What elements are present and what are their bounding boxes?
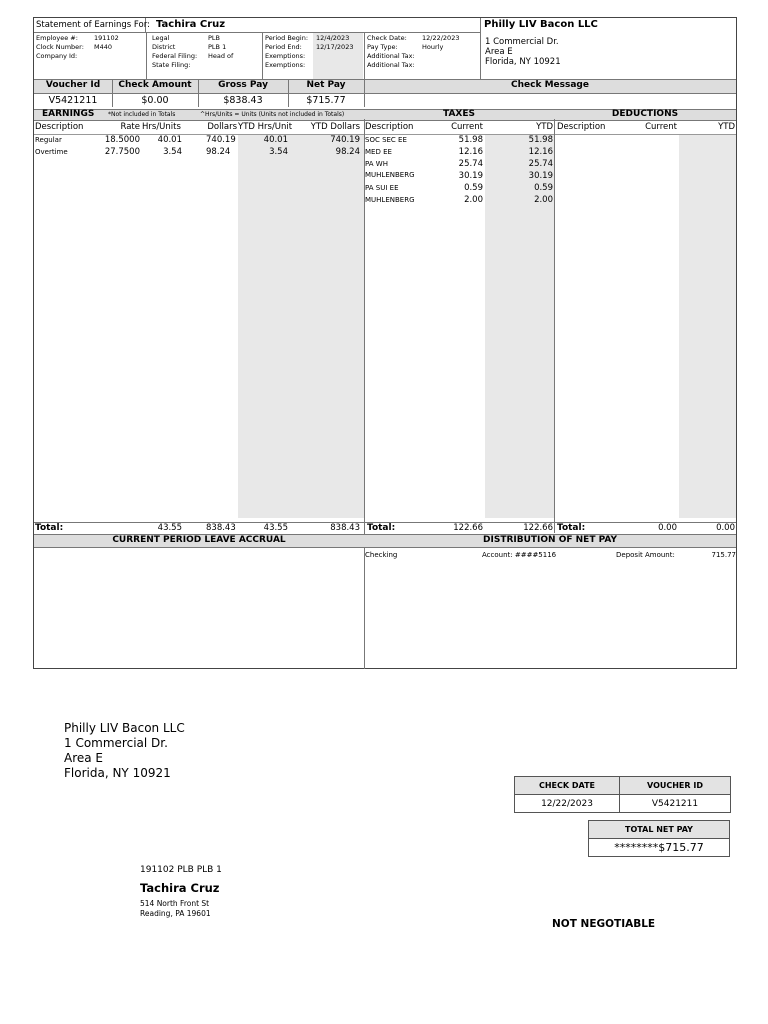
gross-pay-label: Gross Pay — [218, 80, 268, 90]
period-values: 12/4/2023 12/17/2023 — [316, 34, 354, 51]
deductions-total-current: 0.00 — [658, 523, 677, 533]
employee-field: Employee #: Clock Number: Company Id: — [36, 34, 84, 60]
taxes-col-current: Current — [451, 122, 483, 132]
employee-name: Tachira Cruz — [156, 19, 226, 30]
earnings-col-ytd-hrs: YTD Hrs/Unit — [238, 122, 293, 132]
deductions-total-ytd: 0.00 — [716, 523, 735, 533]
net-pay-value: $715.77 — [306, 95, 346, 106]
tax-description: MUHLENBERG — [365, 196, 415, 204]
tax-ytd: 25.74 — [528, 159, 553, 169]
distribution-deposit-amount: 715.77 — [711, 551, 736, 559]
earnings-row-overtime: Overtime — [35, 148, 68, 156]
earnings-rate: 18.5000 — [104, 135, 140, 145]
taxes-col-description: Description — [365, 122, 414, 132]
company-addr-line2: Area E — [485, 47, 513, 57]
tax-ytd: 51.98 — [528, 135, 553, 145]
payee-addr-line2: Reading, PA 19601 — [140, 909, 211, 918]
taxes-col-ytd: YTD — [536, 122, 553, 132]
voucher-id-value: V5421211 — [620, 795, 731, 813]
payee-addr-line1: 514 North Front St — [140, 899, 210, 908]
taxes-total-label: Total: — [367, 523, 396, 533]
voucher-id-label: VOUCHER ID — [620, 777, 731, 795]
check-amount-value: $0.00 — [141, 95, 169, 106]
total-net-pay-value: ********$715.77 — [589, 839, 730, 857]
check-addr-line2: Area E — [64, 751, 104, 765]
earnings-title: EARNINGS — [42, 109, 95, 119]
earnings-total-hrs: 43.55 — [157, 523, 182, 533]
company-address — [485, 37, 561, 67]
leave-accrual-title: CURRENT PERIOD LEAVE ACCRUAL — [112, 535, 286, 545]
distribution-account: Account: ####5116 — [482, 551, 557, 559]
earnings-dollars: 740.19 — [206, 135, 236, 145]
legal-values: PLB PLB 1 Head of — [208, 34, 234, 60]
tax-current: 0.59 — [464, 183, 483, 193]
earnings-col-description: Description — [35, 122, 84, 132]
period-labels: Period Begin: Period End: Exemptions: Exemptions: — [265, 34, 309, 69]
deductions-total-label: Total: — [557, 523, 586, 533]
check-company-address — [64, 721, 185, 781]
earnings-total-label: Total: — [35, 523, 64, 533]
earnings-col-ytd-dollars: YTD Dollars — [310, 122, 360, 132]
earnings-hrs: 3.54 — [163, 147, 182, 157]
statement-label: Statement of Earnings For: — [36, 20, 150, 30]
legal-labels: Legal District Federal Filing: State Filing: — [152, 34, 198, 69]
tax-current: 51.98 — [458, 135, 483, 145]
voucher-id-value: V5421211 — [48, 95, 98, 106]
earnings-ytd-dollars: 98.24 — [335, 147, 360, 157]
taxes-total-ytd: 122.66 — [523, 523, 553, 533]
tax-description: MUHLENBERG — [365, 171, 415, 179]
tax-description: PA WH — [365, 160, 388, 168]
company-addr-line1: 1 Commercial Dr. — [485, 37, 559, 47]
gross-pay-value: $838.43 — [223, 95, 263, 106]
earnings-dollars: 98.24 — [206, 147, 231, 157]
check-addr-line3: Florida, NY 10921 — [64, 766, 171, 780]
distribution-title: DISTRIBUTION OF NET PAY — [483, 535, 617, 545]
distribution-type: Checking — [365, 551, 398, 559]
check-addr-line1: 1 Commercial Dr. — [64, 736, 168, 750]
earnings-note2: ^Hrs/Units = Units (Units not included in Totals) — [200, 111, 345, 118]
tax-description: PA SUI EE — [365, 184, 399, 192]
deductions-col-current: Current — [645, 122, 677, 132]
employee-values: 191102 M440 — [94, 34, 119, 51]
tax-ytd: 12.16 — [528, 147, 553, 157]
payee-name: Tachira Cruz — [140, 881, 220, 895]
earnings-total-ytd-dollars: 838.43 — [330, 523, 360, 533]
deductions-title: DEDUCTIONS — [611, 109, 679, 119]
tax-current: 2.00 — [464, 195, 483, 205]
voucher-id-label: Voucher Id — [45, 80, 101, 90]
total-net-pay-box — [588, 820, 730, 857]
earnings-statement — [33, 17, 737, 669]
check-message-label: Check Message — [511, 80, 589, 90]
payee-address — [140, 899, 211, 919]
earnings-ytd-hrs: 40.01 — [263, 135, 288, 145]
check-amount-label: Check Amount — [118, 80, 192, 90]
check-date-voucher-box — [514, 776, 731, 813]
earnings-hrs: 40.01 — [157, 135, 182, 145]
payee-code: 191102 PLB PLB 1 — [140, 865, 222, 875]
not-negotiable: NOT NEGOTIABLE — [552, 918, 656, 930]
check-date-value: 12/22/2023 — [515, 795, 620, 813]
check-company-name: Philly LIV Bacon LLC — [64, 721, 185, 735]
tax-current: 25.74 — [458, 159, 483, 169]
earnings-rate: 27.7500 — [104, 147, 140, 157]
deductions-col-description: Description — [557, 122, 606, 132]
earnings-ytd-hrs: 3.54 — [269, 147, 288, 157]
taxes-total-current: 122.66 — [453, 523, 483, 533]
taxes-title: TAXES — [443, 109, 475, 119]
check-labels: Check Date: Pay Type: Additional Tax: Additional Tax: — [367, 34, 415, 69]
net-pay-label: Net Pay — [306, 80, 346, 90]
check-values: 12/22/2023 Hourly — [422, 34, 460, 51]
company-addr-line3: Florida, NY 10921 — [485, 57, 561, 67]
tax-ytd: 0.59 — [534, 183, 553, 193]
tax-current: 12.16 — [458, 147, 483, 157]
distribution-deposit-label: Deposit Amount: — [616, 551, 675, 559]
earnings-col-hrs: Hrs/Units — [142, 122, 181, 132]
earnings-note1: *Not included in Totals — [108, 111, 176, 118]
check-date-label: CHECK DATE — [515, 777, 620, 795]
earnings-total-ytd-hrs: 43.55 — [263, 523, 288, 533]
earnings-row-regular: Regular — [35, 136, 62, 144]
earnings-col-rate: Rate — [120, 122, 140, 132]
earnings-ytd-dollars: 740.19 — [330, 135, 360, 145]
tax-ytd: 2.00 — [534, 195, 553, 205]
deductions-col-ytd: YTD — [718, 122, 735, 132]
tax-description: MED EE — [365, 148, 392, 156]
total-net-pay-label: TOTAL NET PAY — [589, 821, 730, 839]
tax-ytd: 30.19 — [528, 171, 553, 181]
tax-description: SOC SEC EE — [365, 136, 407, 144]
tax-current: 30.19 — [458, 171, 483, 181]
earnings-total-dollars: 838.43 — [206, 523, 236, 533]
earnings-col-dollars: Dollars — [207, 122, 237, 132]
company-name: Philly LIV Bacon LLC — [484, 19, 598, 30]
